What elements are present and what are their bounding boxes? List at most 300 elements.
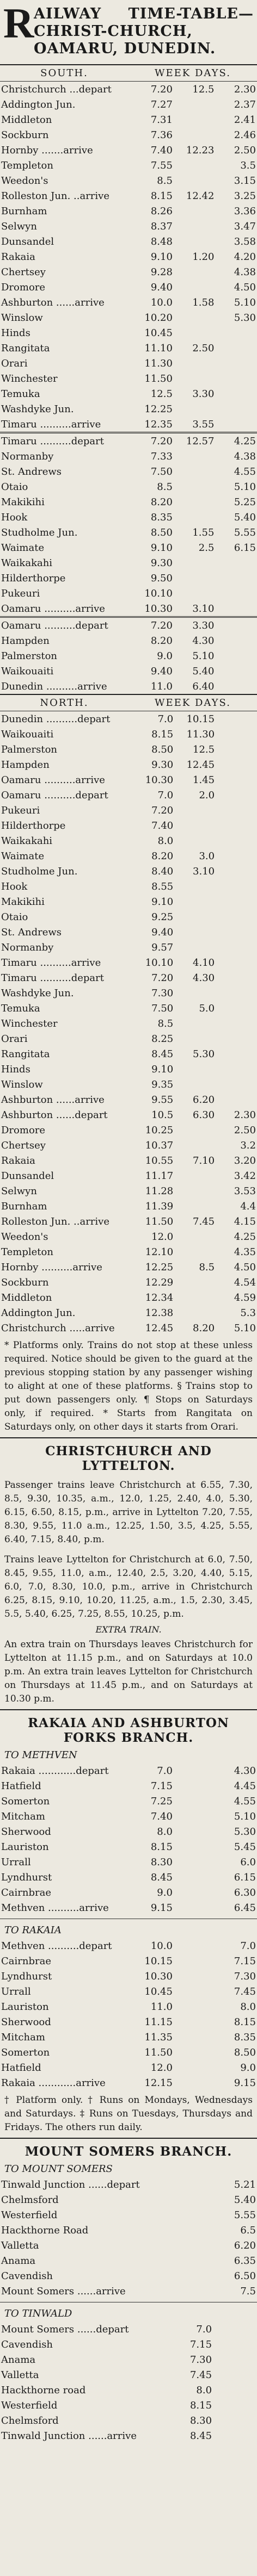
time-cell (170, 2223, 214, 2238)
time-cell: 7.10 (193, 1154, 215, 1166)
time-cell: 7.40 (151, 820, 174, 831)
table-row (0, 1305, 257, 1320)
time-cell: 12.15 (144, 2077, 173, 2089)
time-cell: 7.25 (150, 1795, 173, 1807)
time-cell (216, 757, 257, 772)
time-cell: 9.0 (157, 650, 173, 662)
station-name: Lyndhurst (1, 1871, 52, 1883)
table-row (0, 371, 257, 386)
time-cell: 7.40 (150, 144, 173, 156)
table-row (0, 1001, 257, 1016)
time-cell (174, 1122, 216, 1138)
time-cell: 6.20 (234, 2239, 256, 2251)
time-cell: 9.30 (150, 557, 173, 569)
station-name: Weedon's (1, 175, 48, 187)
time-cell: 4.38 (234, 266, 256, 278)
station-name: Normanby (1, 941, 54, 953)
station-name: Lauriston (1, 2001, 49, 2013)
table-row (0, 386, 257, 401)
time-cell: 11.10 (144, 342, 173, 354)
time-cell: 8.15 (150, 1841, 173, 1853)
time-cell: 3.25 (234, 190, 256, 202)
station-name: Chertsey (1, 1139, 46, 1151)
time-cell: 2.50 (192, 342, 215, 354)
station-name: Burnham (1, 1200, 47, 1212)
time-cell: 8.45 (189, 2430, 212, 2442)
time-cell (213, 2428, 257, 2443)
mount-somers-title: MOUNT SOMERS BRANCH. (0, 2138, 257, 2161)
time-cell (174, 1778, 216, 1793)
time-cell (216, 909, 257, 924)
time-cell (174, 1275, 216, 1290)
time-cell: 3.30 (192, 388, 215, 400)
station-name: Makikihi (1, 496, 45, 508)
time-cell: 4.15 (234, 1215, 256, 1227)
time-cell: 6.20 (193, 1094, 215, 1106)
time-cell: 9.50 (150, 572, 173, 584)
time-cell: 7.31 (150, 114, 173, 126)
station-name: Winslow (1, 312, 43, 324)
time-cell: 4.25 (234, 435, 256, 447)
time-cell: 7.5 (240, 2285, 256, 2297)
time-cell: 7.40 (150, 1810, 173, 1822)
time-cell: 3.58 (234, 235, 256, 247)
time-cell: 4.25 (234, 1231, 256, 1243)
table-row (0, 1870, 257, 1885)
time-cell: 4.4 (240, 1200, 256, 1212)
time-cell: 8.35 (234, 2031, 256, 2043)
time-cell (216, 1062, 257, 1077)
station-name: Christchurch .....arrive (1, 1322, 115, 1334)
time-cell: 2.50 (234, 1124, 256, 1136)
time-cell: 10.0 (150, 1940, 173, 1952)
time-cell (174, 2029, 216, 2045)
table-row (0, 1077, 257, 1092)
station-name: Dromore (1, 281, 46, 293)
time-cell (216, 1092, 257, 1107)
time-cell: 7.20 (150, 83, 173, 95)
station-name: Valletta (1, 2239, 39, 2251)
station-name: Winslow (1, 1078, 43, 1090)
lyttelton-para-1: Passenger trains leave Christchurch at 6.55, 7.30, 8.5, 9.30, 10.35, a.m., 12.0, 1.25, 2.40, 4.0, 5.30, 6.15, 6.50, 8.15, p.m., arrive in Lyttelton 7.20, 7.55, 8.30, 9.55, 11.0 a.m., 12.25, 1.50, 3.5, 4.25, 5.55, 6.40, 7.15, 8.40, p.m. (4, 1480, 253, 1545)
time-cell (213, 2367, 257, 2382)
time-cell: 9.10 (150, 251, 173, 263)
station-name: Chertsey (1, 266, 46, 278)
station-name: Hinds (1, 327, 30, 339)
time-cell: 10.37 (145, 1139, 174, 1151)
time-cell (174, 219, 216, 234)
time-cell (174, 818, 216, 833)
lyttelton-title: CHRISTCHURCH AND LYTTELTON. (0, 1437, 257, 1475)
time-cell: 7.45 (234, 1985, 256, 1997)
table-row (0, 401, 257, 417)
station-name: Oamaru ..........arrive (1, 603, 105, 614)
time-cell: 11.30 (186, 728, 215, 740)
time-cell (215, 356, 257, 371)
table-row (0, 249, 257, 264)
time-cell: 3.10 (193, 865, 215, 877)
time-cell: 12.23 (186, 144, 215, 156)
time-cell (174, 2060, 216, 2075)
time-cell: 4.45 (234, 1780, 256, 1792)
table-row (0, 2352, 257, 2367)
time-cell (174, 1138, 216, 1153)
station-name: Mount Somers ......arrive (1, 2285, 126, 2297)
time-cell (174, 1969, 216, 1984)
station-name: Hampden (1, 635, 50, 647)
time-cell (213, 2398, 257, 2413)
time-cell: 4.55 (234, 1795, 256, 1807)
station-name: Selwyn (1, 1185, 37, 1197)
time-cell (174, 879, 216, 894)
station-name: Winchester (1, 1017, 58, 1029)
station-name: Otaio (1, 911, 28, 923)
station-name: Timaru ..........arrive (1, 957, 101, 969)
time-cell: 9.40 (150, 665, 173, 677)
station-name: Hinds (1, 1063, 30, 1075)
time-cell (174, 494, 216, 510)
time-cell: 9.30 (151, 759, 174, 771)
time-cell: 10.45 (144, 1985, 173, 1997)
station-name: Oamaru ..........arrive (1, 774, 105, 786)
main-footnotes: * Platforms only. Trains do not stop at these unless required. Notice should be given to the guard at the previous stopping station by any passenger wishing to alight at one of these platforms. § Trains stop to put down passengers only. ¶ Stops on Saturdays only, if required. * Starts from Rangitata on Saturdays only, on other days it starts from Orari. (4, 1340, 253, 1432)
table-row (0, 1900, 257, 1915)
station-name: Pukeuri (1, 587, 40, 599)
station-name: St. Andrews (1, 465, 62, 477)
table-row (0, 2367, 257, 2382)
station-name: Rangitata (1, 342, 50, 354)
time-cell: 1.55 (192, 526, 215, 538)
station-name: Burnham (1, 205, 47, 217)
time-cell: 6.15 (234, 542, 256, 554)
time-cell: 7.0 (157, 713, 174, 725)
table-row (0, 525, 257, 540)
table-row (0, 540, 257, 555)
time-cell (170, 2207, 214, 2223)
time-cell: 8.15 (150, 190, 173, 202)
time-cell: 6.15 (234, 1871, 256, 1883)
table-row (0, 894, 257, 909)
table-row (0, 2337, 257, 2352)
time-cell: 9.40 (150, 281, 173, 293)
time-cell (174, 1229, 216, 1244)
station-name: Rolleston Jun. ..arrive (1, 190, 109, 202)
time-cell: 12.42 (186, 190, 215, 202)
table-row (0, 864, 257, 879)
time-cell: 2.0 (199, 789, 215, 801)
time-cell (174, 173, 216, 188)
time-cell: 8.45 (150, 1871, 173, 1883)
station-name: Studholme Jun. (1, 865, 78, 877)
time-cell (174, 2014, 216, 2029)
station-name: Orari (1, 357, 28, 369)
time-cell: 5.40 (234, 511, 256, 523)
time-cell: 5.55 (234, 526, 256, 538)
time-cell: 11.35 (144, 2031, 173, 2043)
table-row (0, 479, 257, 494)
time-cell (174, 1809, 216, 1824)
station-name: Timaru ..........depart (1, 972, 104, 984)
table-row (0, 1107, 257, 1122)
time-cell (215, 618, 257, 633)
time-cell (174, 1953, 216, 1969)
time-cell: 10.30 (145, 774, 174, 786)
time-cell (174, 325, 216, 340)
time-cell (215, 417, 257, 432)
time-cell (215, 648, 257, 663)
time-cell (216, 940, 257, 955)
time-cell (215, 570, 257, 586)
rakaia-title: RAKAIA AND ASHBURTON FORKS BRANCH. (0, 1709, 257, 1747)
time-cell: 6.0 (240, 1856, 256, 1868)
time-cell: 7.50 (151, 1002, 174, 1014)
table-row (0, 310, 257, 325)
time-cell (174, 1900, 216, 1915)
time-cell: 10.10 (144, 587, 173, 599)
station-name: Hornby .......arrive (1, 144, 93, 156)
time-cell (216, 879, 257, 894)
table-row (0, 586, 257, 601)
table-row (0, 570, 257, 586)
time-cell: 7.20 (150, 435, 173, 447)
table-row (0, 219, 257, 234)
station-name: Christchurch ...depart (1, 83, 112, 95)
time-cell (216, 833, 257, 848)
time-cell: 3.2 (240, 1139, 256, 1151)
table-row (0, 173, 257, 188)
time-cell: 7.30 (234, 1970, 256, 1982)
time-cell: 3.20 (234, 1154, 256, 1166)
station-name: Somerton (1, 2046, 50, 2058)
time-cell: 2.5 (198, 542, 215, 554)
table-row (0, 158, 257, 173)
station-name: Ashburton ......arrive (1, 1094, 105, 1106)
time-cell (215, 555, 257, 570)
table-row (0, 1259, 257, 1275)
table-row (0, 1046, 257, 1062)
time-cell (174, 1824, 216, 1839)
time-cell (174, 555, 216, 570)
station-name: Selwyn (1, 220, 37, 232)
station-name: Tinwald Junction ......arrive (1, 2430, 137, 2442)
station-name: Hilderthorpe (1, 820, 66, 831)
timaru-south-table (0, 433, 257, 616)
time-cell: 4.59 (234, 1292, 256, 1303)
table-row (0, 1320, 257, 1336)
table-row (0, 848, 257, 864)
table-row (0, 2268, 257, 2283)
time-cell (216, 1031, 257, 1046)
time-cell (174, 1839, 216, 1854)
time-cell (174, 1077, 216, 1092)
time-cell: 8.30 (189, 2414, 212, 2426)
station-name: Addington Jun. (1, 1307, 76, 1319)
time-cell: 8.50 (234, 2046, 256, 2058)
time-cell (216, 787, 257, 803)
table-row (0, 2177, 257, 2192)
time-cell (174, 234, 216, 249)
station-name: Tinwald Junction ......depart (1, 2178, 140, 2190)
time-cell: 12.10 (145, 1246, 174, 1258)
station-name: Waikouaiti (1, 665, 54, 677)
time-cell (174, 985, 216, 1001)
table-row (0, 1153, 257, 1168)
time-cell (216, 1077, 257, 1092)
extra-train-text: An extra train on Thursdays leaves Christchurch for Lyttelton at 11.15 p.m., and on Saturdays at 10.0 p.m. An extra train leaves Lyttelton for Christchurch on Thursdays at 11.45 p.m., and on Saturdays at 10.30 p.m. (4, 1639, 253, 1704)
table-row (0, 203, 257, 219)
time-cell: 12.0 (150, 2062, 173, 2074)
time-cell: 8.15 (189, 2399, 212, 2411)
station-name: Hackthorne Road (1, 2224, 89, 2236)
time-cell: 9.55 (151, 1094, 174, 1106)
time-cell (216, 727, 257, 742)
time-cell: 8.30 (150, 1856, 173, 1868)
time-cell: 11.0 (150, 680, 173, 692)
station-name: Dunsandel (1, 235, 54, 247)
time-cell (174, 356, 216, 371)
time-cell: 9.10 (150, 542, 173, 554)
table-row (0, 234, 257, 249)
time-cell (216, 711, 257, 727)
station-name: Templeton (1, 1246, 53, 1258)
to-rakaia-label: TO RAKAIA (4, 1925, 62, 1936)
time-cell: 12.5 (192, 83, 215, 95)
south-label: SOUTH. (40, 67, 88, 79)
time-cell: 8.45 (151, 1048, 174, 1060)
time-cell: 2.46 (234, 129, 256, 141)
station-name: Hatfield (1, 1780, 41, 1792)
table-row (0, 280, 257, 295)
time-cell: 9.0 (157, 1886, 173, 1898)
table-row (0, 1793, 257, 1809)
time-cell: 8.20 (151, 850, 174, 862)
table-row (0, 2321, 257, 2337)
time-cell: 10.30 (144, 603, 173, 614)
station-name: Somerton (1, 1795, 50, 1807)
time-cell: 3.10 (192, 603, 215, 614)
time-cell: 5.10 (234, 481, 256, 493)
station-name: Methven ..........arrive (1, 1902, 109, 1914)
time-cell: 4.30 (193, 972, 215, 984)
station-name: Lauriston (1, 1841, 49, 1853)
station-name: Timaru ..........arrive (1, 418, 101, 430)
time-cell (215, 679, 257, 694)
time-cell (170, 2268, 214, 2283)
time-cell (216, 803, 257, 818)
time-cell: 7.30 (151, 987, 174, 999)
time-cell (170, 2177, 214, 2192)
table-row (0, 955, 257, 970)
time-cell: 3.53 (234, 1185, 256, 1197)
time-cell (216, 970, 257, 985)
table-row (0, 2413, 257, 2428)
table-row (0, 787, 257, 803)
week-days-label-north: WEEK DAYS. (155, 697, 231, 709)
time-cell (174, 310, 216, 325)
time-cell: 12.25 (144, 403, 173, 415)
station-name: Weedon's (1, 1231, 48, 1243)
table-row (0, 464, 257, 479)
time-cell: 6.40 (192, 680, 215, 692)
station-name: Mitcham (1, 2031, 45, 2043)
time-cell: 5.40 (234, 2194, 256, 2206)
table-row (0, 2382, 257, 2398)
time-cell: 12.57 (186, 435, 215, 447)
time-cell: 3.42 (234, 1170, 256, 1182)
time-cell: 10.55 (145, 1154, 174, 1166)
time-cell (174, 464, 216, 479)
time-cell (174, 371, 216, 386)
time-cell (174, 1999, 216, 2014)
time-cell: 7.0 (240, 1940, 256, 1952)
station-name: Waikakahi (1, 557, 53, 569)
station-name: Anama (1, 2255, 36, 2267)
table-row (0, 909, 257, 924)
station-name: Methven ..........depart (1, 1940, 112, 1952)
time-cell: 7.50 (150, 465, 173, 477)
time-cell: 8.50 (150, 526, 173, 538)
time-cell: 7.15 (189, 2338, 212, 2350)
time-cell: 10.5 (151, 1109, 174, 1121)
time-cell: 9.10 (151, 1063, 174, 1075)
time-cell (213, 2382, 257, 2398)
time-cell: 2.30 (234, 1109, 256, 1121)
station-name: Middleton (1, 1292, 52, 1303)
table-row (0, 1183, 257, 1199)
time-cell: 10.25 (145, 1124, 174, 1136)
station-name: Orari (1, 1033, 28, 1045)
time-cell: 8.48 (150, 235, 173, 247)
time-cell: 1.45 (193, 774, 215, 786)
station-name: Dunedin ..........depart (1, 713, 111, 725)
to-tinwald-label: TO TINWALD (4, 2308, 72, 2319)
time-cell (174, 510, 216, 525)
time-cell: 1.20 (192, 251, 215, 263)
time-cell (216, 818, 257, 833)
time-cell: 3.0 (199, 850, 215, 862)
table-row (0, 1290, 257, 1305)
week-days-label: WEEK DAYS. (155, 67, 231, 79)
time-cell (174, 203, 216, 219)
time-cell (216, 924, 257, 940)
station-name: Valletta (1, 2369, 39, 2381)
to-mount-somers-label: TO MOUNT SOMERS (4, 2163, 113, 2175)
time-cell: 7.36 (150, 129, 173, 141)
table-row (0, 1885, 257, 1900)
to-tinwald-table (0, 2321, 257, 2443)
masthead (0, 0, 257, 65)
station-name: Cavendish (1, 2338, 53, 2350)
time-cell: 5.45 (234, 1841, 256, 1853)
time-cell: 7.20 (151, 804, 174, 816)
table-row (0, 97, 257, 112)
table-row (0, 433, 257, 449)
time-cell: 8.0 (157, 1826, 173, 1838)
time-cell: 8.5 (199, 1261, 215, 1273)
table-row (0, 2192, 257, 2207)
time-cell: 4.30 (192, 635, 215, 647)
station-name: Mitcham (1, 1810, 45, 1822)
station-name: Waimate (1, 850, 45, 862)
time-cell: 12.5 (193, 743, 215, 755)
time-cell: 11.50 (145, 1215, 174, 1227)
station-name: Hatfield (1, 2062, 41, 2074)
time-cell (215, 401, 257, 417)
station-name: Waikouaiti (1, 728, 54, 740)
time-cell: 10.15 (186, 713, 215, 725)
table-row (0, 1016, 257, 1031)
time-cell (174, 479, 216, 494)
